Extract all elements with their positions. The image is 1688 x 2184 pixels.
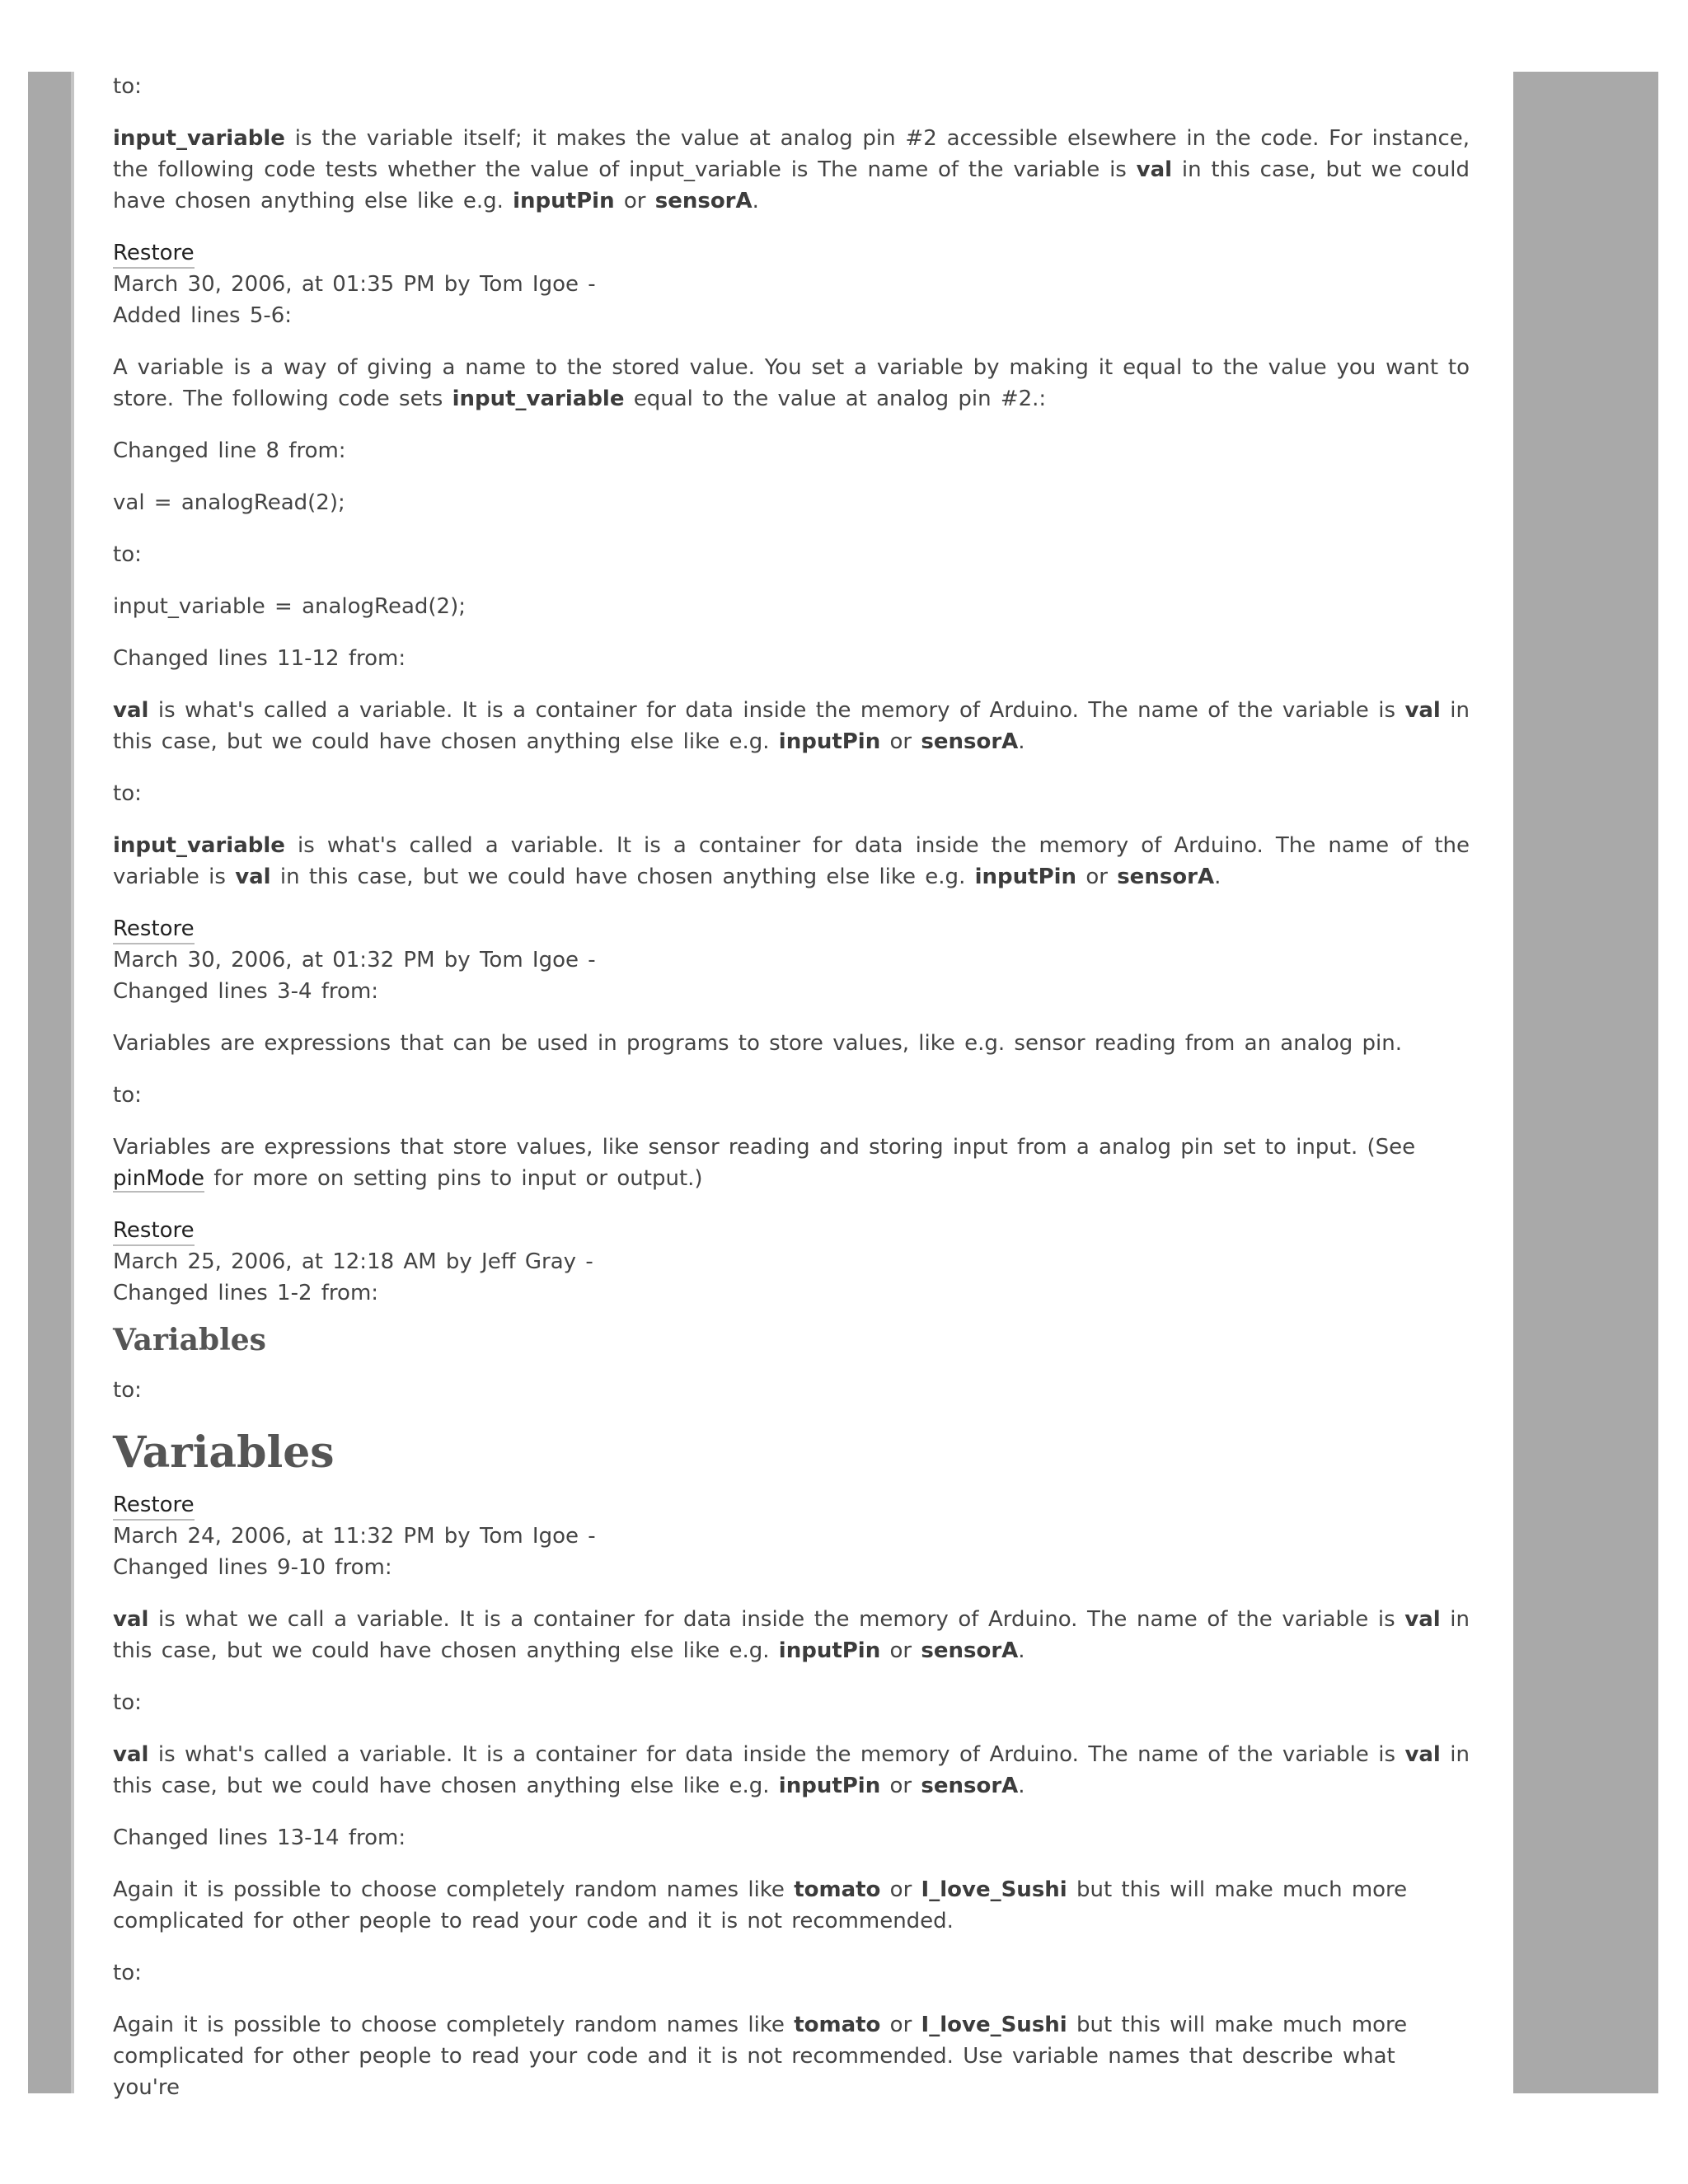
to-label: to: bbox=[113, 1961, 142, 1985]
to-label: to: bbox=[113, 1378, 142, 1403]
change-summary: Changed lines 1-2 from: bbox=[113, 1281, 379, 1305]
change-summary: Changed line 8 from: bbox=[113, 438, 346, 463]
diff-paragraph: Variables are expressions that store values, like sensor reading and storing input from a analog pin set to input. (See pinMode for more on setting pins to input or output.) bbox=[113, 1135, 1416, 1191]
diff-paragraph: val is what we call a variable. It is a container for data inside the memory of Arduino. The name of the variable is val in this case, but we could have chosen anything else like e.g. inputPin or sensorA. bbox=[113, 1607, 1470, 1663]
revision-meta: March 30, 2006, at 01:35 PM by Tom Igoe - bbox=[113, 272, 596, 297]
heading-old-variables: Variables bbox=[113, 1323, 266, 1357]
diff-paragraph: Variables are expressions that can be used in programs to store values, like e.g. sensor reading from an analog pin. bbox=[113, 1031, 1403, 1056]
revision-header bbox=[113, 1215, 1470, 1309]
revision-meta: March 25, 2006, at 12:18 AM by Jeff Gray - bbox=[113, 1249, 593, 1274]
restore-link[interactable]: Restore bbox=[113, 1216, 195, 1246]
diff-paragraph: val is what's called a variable. It is a container for data inside the memory of Arduino. The name of the variable is val in this case, but we could have chosen anything else like e.g. inputPin or sensorA. bbox=[113, 698, 1470, 754]
revision-header bbox=[113, 913, 1470, 1007]
diff-paragraph: input_variable is what's called a variable. It is a container for data inside the memory of Arduino. The name of the variable is val in this case, but we could have chosen anything else like e.g. inputPin or sensorA. bbox=[113, 833, 1470, 889]
restore-link[interactable]: Restore bbox=[113, 239, 195, 269]
revision-meta: March 30, 2006, at 01:32 PM by Tom Igoe - bbox=[113, 948, 596, 972]
pinmode-link[interactable]: pinMode bbox=[113, 1166, 205, 1191]
diff-paragraph: input_variable is the variable itself; it makes the value at analog pin #2 accessible elsewhere in the code. For instance, the following code tests whether the value of input_variable is The name of the variable is val in this case, but we could have chosen anything else like e.g. inputPin or sensorA. bbox=[113, 126, 1470, 213]
diff-paragraph: Again it is possible to choose completely random names like tomato or I_love_Sushi but this will make much more complicated for other people to read your code and it is not recommended. Use variable names that describe what you're bbox=[113, 2013, 1408, 2100]
change-summary: Changed lines 13-14 from: bbox=[113, 1825, 406, 1850]
heading-new-variables: Variables bbox=[113, 1427, 335, 1478]
left-side-rail bbox=[28, 72, 74, 2093]
to-label: to: bbox=[113, 542, 142, 567]
revision-header bbox=[113, 1489, 1470, 1583]
restore-link[interactable]: Restore bbox=[113, 1491, 195, 1521]
change-summary: Added lines 5-6: bbox=[113, 303, 293, 328]
diff-paragraph: val is what's called a variable. It is a container for data inside the memory of Arduino. The name of the variable is val in this case, but we could have chosen anything else like e.g. inputPin or sensorA. bbox=[113, 1742, 1470, 1798]
to-label: to: bbox=[113, 74, 142, 99]
revision-history-content bbox=[113, 71, 1470, 2124]
to-label: to: bbox=[113, 1083, 142, 1108]
change-summary: Changed lines 3-4 from: bbox=[113, 979, 379, 1004]
diff-paragraph: Again it is possible to choose completely random names like tomato or I_love_Sushi but this will make much more complicated for other people to read your code and it is not recommended. bbox=[113, 1877, 1408, 1933]
code-line: val = analogRead(2); bbox=[113, 490, 345, 515]
code-line: input_variable = analogRead(2); bbox=[113, 594, 466, 619]
change-summary: Changed lines 11-12 from: bbox=[113, 646, 406, 671]
to-label: to: bbox=[113, 781, 142, 806]
restore-link[interactable]: Restore bbox=[113, 915, 195, 944]
revision-meta: March 24, 2006, at 11:32 PM by Tom Igoe - bbox=[113, 1524, 596, 1549]
right-side-rail bbox=[1513, 72, 1658, 2093]
revision-header bbox=[113, 237, 1470, 331]
diff-paragraph: A variable is a way of giving a name to the stored value. You set a variable by making it equal to the value you want to store. The following code sets input_variable equal to the value at analog pin #2.: bbox=[113, 355, 1470, 411]
to-label: to: bbox=[113, 1690, 142, 1715]
change-summary: Changed lines 9-10 from: bbox=[113, 1555, 392, 1580]
